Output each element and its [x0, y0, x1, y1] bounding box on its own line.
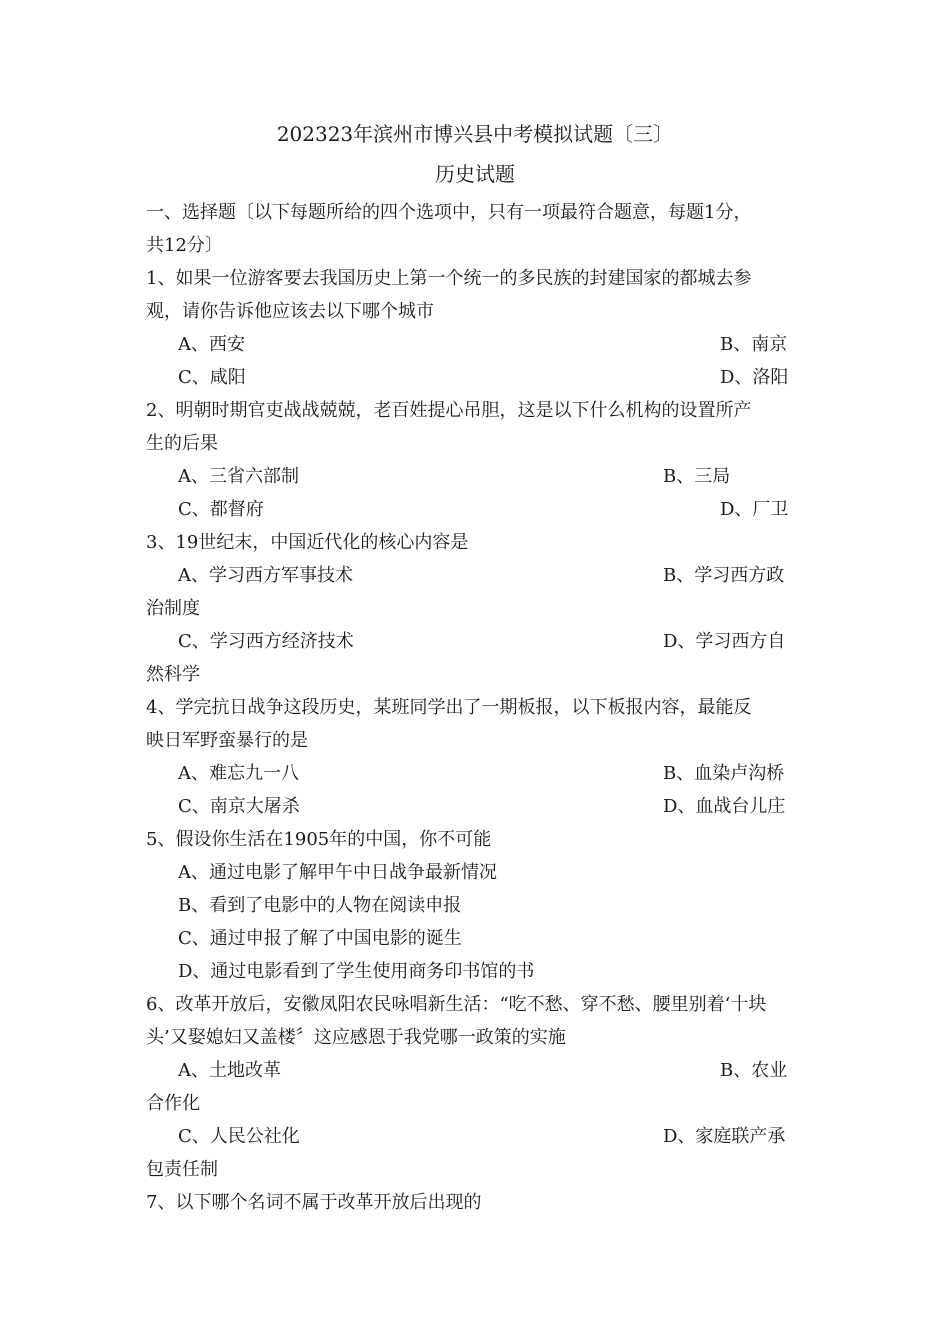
question-6-option-c: C、人民公社化	[178, 1126, 300, 1147]
question-7-stem: 7、以下哪个名词不属于改革开放后出现的	[146, 1192, 482, 1213]
question-3-option-b: B、学习西方政	[663, 565, 785, 586]
question-1-option-d: D、洛阳	[720, 367, 789, 388]
question-5-option-d: D、通过电影看到了学生使用商务印书馆的书	[178, 961, 535, 982]
section-heading-cont: 共12分〕	[146, 235, 223, 256]
question-3-option-a: A、学习西方军事技术	[178, 565, 353, 586]
question-1-stem-cont: 观，请你告诉他应该去以下哪个城市	[146, 301, 434, 322]
question-2-option-a: A、三省六部制	[178, 466, 299, 487]
question-2-stem: 2、明朝时期官吏战战兢兢，老百姓提心吊胆，这是以下什么机构的设置所产	[146, 400, 752, 421]
question-6-option-a: A、土地改革	[178, 1060, 281, 1081]
question-6-option-d: D、家庭联产承	[663, 1126, 786, 1147]
question-3-option-d: D、学习西方自	[663, 631, 786, 652]
exam-title: 202323年滨州市博兴县中考模拟试题〔三〕	[276, 122, 674, 146]
question-4-option-b: B、血染卢沟桥	[663, 763, 785, 784]
question-4-option-a: A、难忘九一八	[178, 763, 299, 784]
question-4-option-d: D、血战台儿庄	[663, 796, 786, 817]
question-6-option-b: B、农业	[720, 1060, 788, 1081]
question-5-option-c: C、通过申报了解了中国电影的诞生	[178, 928, 462, 949]
question-3-option-b-cont: 治制度	[146, 598, 200, 619]
question-6-stem: 6、改革开放后，安徽凤阳农民咏唱新生活：“吃不愁、穿不愁、腰里别着‘十块	[146, 994, 767, 1015]
question-3-option-c: C、学习西方经济技术	[178, 631, 354, 652]
question-2-stem-cont: 生的后果	[146, 433, 218, 454]
question-3-stem: 3、19世纪末，中国近代化的核心内容是	[146, 532, 469, 553]
question-3-option-d-cont: 然科学	[146, 664, 200, 685]
question-1-stem: 1、如果一位游客要去我国历史上第一个统一的多民族的封建国家的都城去参	[146, 268, 752, 289]
section-heading: 一、选择题〔以下每题所给的四个选项中，只有一项最符合题意，每题1分，	[146, 202, 752, 223]
question-1-option-c: C、咸阳	[178, 367, 246, 388]
question-2-option-c: C、都督府	[178, 499, 264, 520]
question-6-option-d-cont: 包责任制	[146, 1159, 218, 1180]
question-4-option-c: C、南京大屠杀	[178, 796, 300, 817]
question-2-option-b: B、三局	[663, 466, 731, 487]
question-6-option-b-cont: 合作化	[146, 1093, 200, 1114]
question-4-stem-cont: 映日军野蛮暴行的是	[146, 730, 308, 751]
question-5-stem: 5、假设你生活在1905年的中国，你不可能	[146, 829, 492, 850]
question-1-option-a: A、西安	[178, 334, 245, 355]
question-2-option-d: D、厂卫	[720, 499, 789, 520]
question-5-option-a: A、通过电影了解甲午中日战争最新情况	[178, 862, 497, 883]
question-1-option-b: B、南京	[720, 334, 788, 355]
question-4-stem: 4、学完抗日战争这段历史，某班同学出了一期板报，以下板报内容，最能反	[146, 697, 752, 718]
question-6-stem-cont: 头’又娶媳妇又盖楼〞这应感恩于我党哪一政策的实施	[146, 1027, 566, 1048]
question-5-option-b: B、看到了电影中的人物在阅读申报	[178, 895, 462, 916]
exam-subtitle: 历史试题	[435, 162, 515, 186]
